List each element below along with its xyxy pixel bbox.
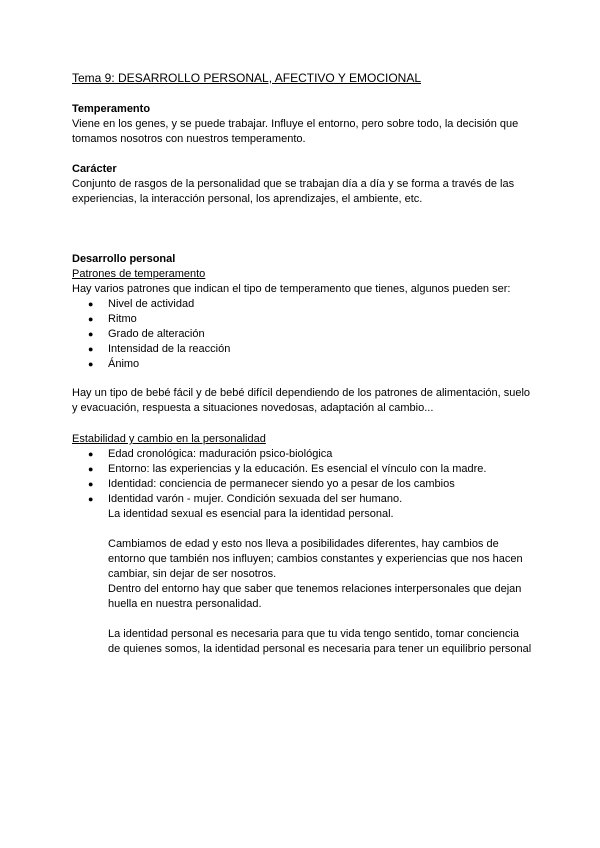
list-item: ● Ritmo <box>72 312 532 327</box>
list-item: ● Ánimo <box>72 357 532 372</box>
document-title: Tema 9: DESARROLLO PERSONAL, AFECTIVO Y EMOCIONAL <box>72 71 421 85</box>
list-item: ● Entorno: las experiencias y la educación. Es esencial el vínculo con la madre. <box>72 462 532 477</box>
list-item: ● Nivel de actividad <box>72 297 532 312</box>
patrones-list <box>72 297 532 372</box>
list-item: ● Intensidad de la reacción <box>72 342 532 357</box>
temperamento-text: Viene en los genes, y se puede trabajar. Influye el entorno, pero sobre todo, la decisión que tomamos nosotros con nuestros temperamento. <box>72 118 519 145</box>
identidad-continuation: La identidad sexual es esencial para la identidad personal. <box>108 508 394 520</box>
list-item: ● Identidad varón - mujer. Condición sexuada del ser humano. <box>72 492 532 507</box>
estabilidad-list <box>72 447 532 507</box>
patrones-subheading: Patrones de temperamento <box>72 268 206 280</box>
list-item: ● Edad cronológica: maduración psico-biológica <box>72 447 532 462</box>
patrones-intro: Hay varios patrones que indican el tipo de temperamento que tienes, algunos pueden ser: <box>72 283 511 295</box>
list-item: ● Identidad: conciencia de permanecer siendo yo a pesar de los cambios <box>72 477 532 492</box>
estabilidad-subheading: Estabilidad y cambio en la personalidad <box>72 433 266 445</box>
list-item: ● Grado de alteración <box>72 327 532 342</box>
entorno-paragraph: Dentro del entorno hay que saber que tenemos relaciones interpersonales que dejan huella en nuestra personalidad. <box>108 583 522 610</box>
desarrollo-heading: Desarrollo personal <box>72 253 176 265</box>
cambio-paragraph: Cambiamos de edad y esto nos lleva a posibilidades diferentes, hay cambios de entorno que también nos influyen; cambios constantes y experiencias que nos hacen cambiar, sin dejar de ser nosotros. <box>108 538 523 580</box>
caracter-heading: Carácter <box>72 163 117 175</box>
document-page <box>72 70 532 657</box>
bebe-paragraph: Hay un tipo de bebé fácil y de bebé difícil dependiendo de los patrones de alimentación, suelo y evacuación, respuesta a situaciones novedosas, adaptación al cambio... <box>72 387 531 414</box>
identidad-paragraph: La identidad personal es necesaria para que tu vida tengo sentido, tomar conciencia de quienes somos, la identidad personal es necesaria para tener un equilibrio personal <box>108 628 532 655</box>
caracter-text: Conjunto de rasgos de la personalidad que se trabajan día a día y se forma a través de las experiencias, la interacción personal, los aprendizajes, el ambiente, etc. <box>72 178 515 205</box>
temperamento-heading: Temperamento <box>72 103 151 115</box>
